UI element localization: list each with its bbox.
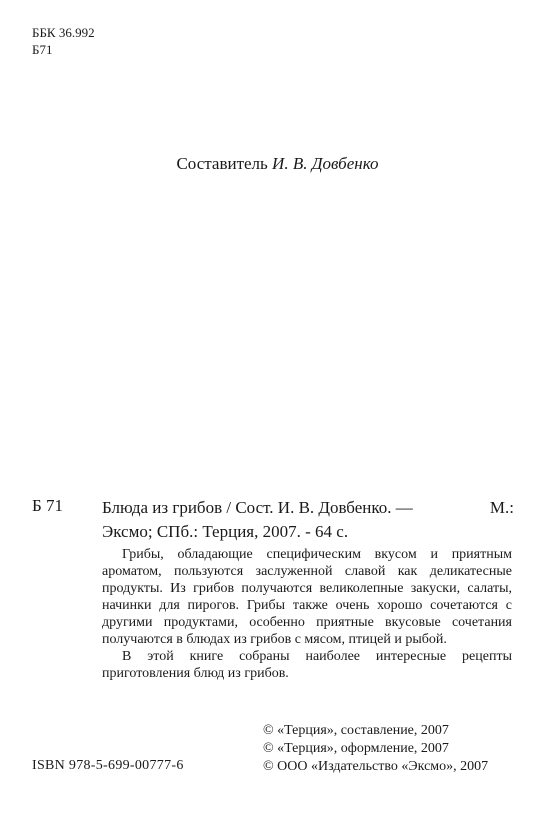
annotation xyxy=(102,546,512,682)
citation-place-part: М.: xyxy=(489,498,514,517)
copyright-block xyxy=(263,722,488,776)
compiler-credit xyxy=(0,154,555,174)
compiler-name: И. В. Довбенко xyxy=(272,154,379,173)
copyright-line: © «Терция», составление, 2007 xyxy=(263,723,449,738)
bbk-author-mark: Б71 xyxy=(32,42,53,57)
bbk-classification: ББК 36.992 xyxy=(32,25,95,40)
compiler-label: Составитель xyxy=(176,154,268,173)
copyright-line: © «Терция», оформление, 2007 xyxy=(263,741,449,756)
isbn: ISBN 978-5-699-00777-6 xyxy=(32,758,184,773)
citation-line-2: Эксмо; СПб.: Терция, 2007. - 64 с. xyxy=(102,522,349,541)
bibliographic-citation xyxy=(102,496,514,544)
catalog-code: Б 71 xyxy=(32,496,64,515)
annotation-paragraph-2: В этой книге собраны наиболее интересные рецепты приготовления блюд из грибов. xyxy=(102,649,512,681)
bbk-block xyxy=(32,24,95,58)
citation-line-1 xyxy=(102,496,514,520)
copyright-line: © ООО «Издательство «Эксмо», 2007 xyxy=(263,759,489,774)
annotation-paragraph-1: Грибы, обладающие специфическим вкусом и приятным ароматом, пользуются заслуженной славой как деликатесные продукты. Из грибов получаются великолепные закуски, салаты, начинки для пирогов. Грибы также очень хорошо сочетаются с другими продуктами, особенно приятные вкусовые сочетания получаются в блюдах из грибов с мясом, птицей и рыбой. xyxy=(102,547,512,647)
citation-title-part: Блюда из грибов / Сост. И. В. Довбенко. — xyxy=(102,498,413,517)
